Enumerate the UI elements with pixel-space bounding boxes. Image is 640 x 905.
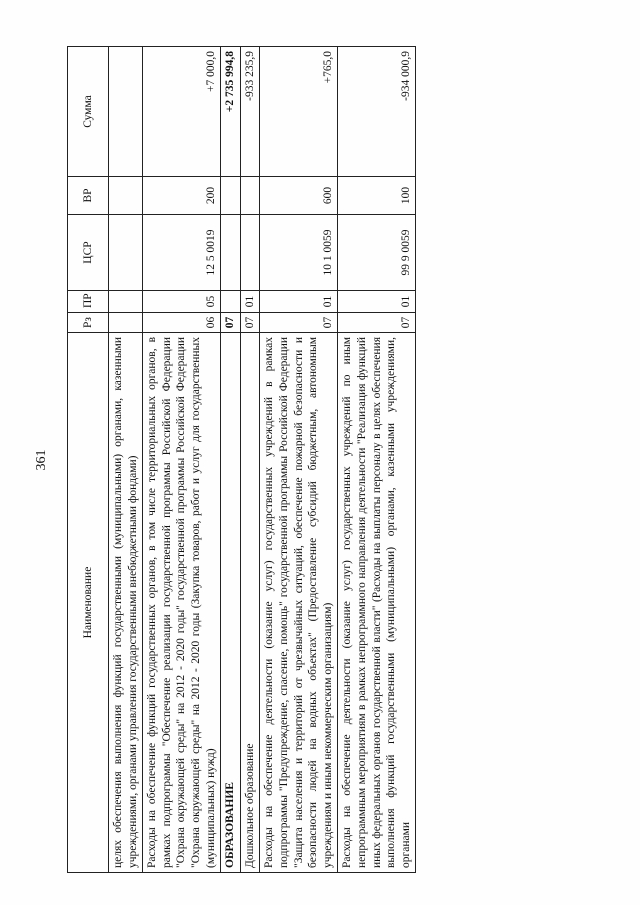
col-header-sum: Сумма — [68, 47, 109, 177]
row-vr-cell — [221, 177, 241, 215]
row-rz-cell: 07 — [221, 313, 241, 333]
row-vr-cell: 200 — [143, 177, 221, 215]
row-sum-cell — [109, 47, 143, 177]
row-csr-cell: 10 1 0059 — [260, 215, 338, 291]
row-rz-cell: 07 — [338, 313, 416, 333]
row-vr-cell: 600 — [260, 177, 338, 215]
row-vr-cell — [240, 177, 260, 215]
table-header-row — [68, 47, 109, 873]
col-header-csr: ЦСР — [68, 215, 109, 291]
row-sum-cell: -933 235,9 — [240, 47, 260, 177]
table-row — [143, 47, 221, 873]
table-row — [240, 47, 260, 873]
row-rz-cell: 06 — [143, 313, 221, 333]
col-header-vr: ВР — [68, 177, 109, 215]
row-pr-cell: 05 — [143, 291, 221, 313]
row-csr-cell — [240, 215, 260, 291]
rotated-page — [20, 35, 600, 885]
row-pr-cell — [109, 291, 143, 313]
page-number: 361 — [34, 449, 49, 471]
row-csr-cell — [221, 215, 241, 291]
row-sum-cell: +2 735 994,8 — [221, 47, 241, 177]
row-name-cell: Расходы на обеспечение функций государственных органов, в том числе территориальных органов, в рамках подпрограммы "Обеспечение реализации государственной программы Российской Федерации "Охрана окружающей среды" на 2012 - 2020 годы" государственной программы Российской Федерации "Охрана окружающей среды" на 2012 - 2020 годы (Закупка товаров, работ и услуг для государственных (муниципальных) нужд) — [143, 333, 221, 873]
row-rz-cell: 07 — [240, 313, 260, 333]
row-rz-cell — [109, 313, 143, 333]
row-csr-cell: 12 5 0019 — [143, 215, 221, 291]
row-rz-cell: 07 — [260, 313, 338, 333]
row-pr-cell — [221, 291, 241, 313]
table-row — [109, 47, 143, 873]
table-body — [109, 47, 416, 873]
row-name-cell: Расходы на обеспечение деятельности (оказание услуг) государственных учреждений по иным непрограммным мероприятиям в рамках непрограммного направления деятельности "Реализация функций иных федеральных органов государственной власти" (Расходы на выплаты персоналу в целях обеспечения выполнения функций государственными (муниципальными) органами, казенными учреждениями, органами — [338, 333, 416, 873]
row-name-cell: Расходы на обеспечение деятельности (оказание услуг) государственных учреждений в рамках подпрограммы "Предупреждение, спасение, помощь" государственной программы Российской Федерации "Защита населения и территорий от чрезвычайных ситуаций, обеспечение пожарной безопасности и безопасности людей на водных объектах" (Предоставление субсидий бюджетным, автономным учреждениям и иным некоммерческим организациям) — [260, 333, 338, 873]
row-vr-cell — [109, 177, 143, 215]
col-header-rz: Рз — [68, 313, 109, 333]
row-vr-cell: 100 — [338, 177, 416, 215]
row-pr-cell: 01 — [260, 291, 338, 313]
row-sum-cell: -934 000,9 — [338, 47, 416, 177]
table-row — [260, 47, 338, 873]
row-csr-cell — [109, 215, 143, 291]
row-pr-cell: 01 — [338, 291, 416, 313]
row-name-cell: ОБРАЗОВАНИЕ — [221, 333, 241, 873]
col-header-name: Наименование — [68, 333, 109, 873]
table-row — [338, 47, 416, 873]
row-name-cell: целях обеспечения выполнения функций государственными (муниципальными) органами, казенными учреждениями, органами управления государственными внебюджетными фондами) — [109, 333, 143, 873]
row-sum-cell: +7 000,0 — [143, 47, 221, 177]
budget-table — [67, 46, 416, 873]
col-header-pr: ПР — [68, 291, 109, 313]
row-sum-cell: +765,0 — [260, 47, 338, 177]
row-pr-cell: 01 — [240, 291, 260, 313]
table-row — [221, 47, 241, 873]
row-csr-cell: 99 9 0059 — [338, 215, 416, 291]
row-name-cell: Дошкольное образование — [240, 333, 260, 873]
